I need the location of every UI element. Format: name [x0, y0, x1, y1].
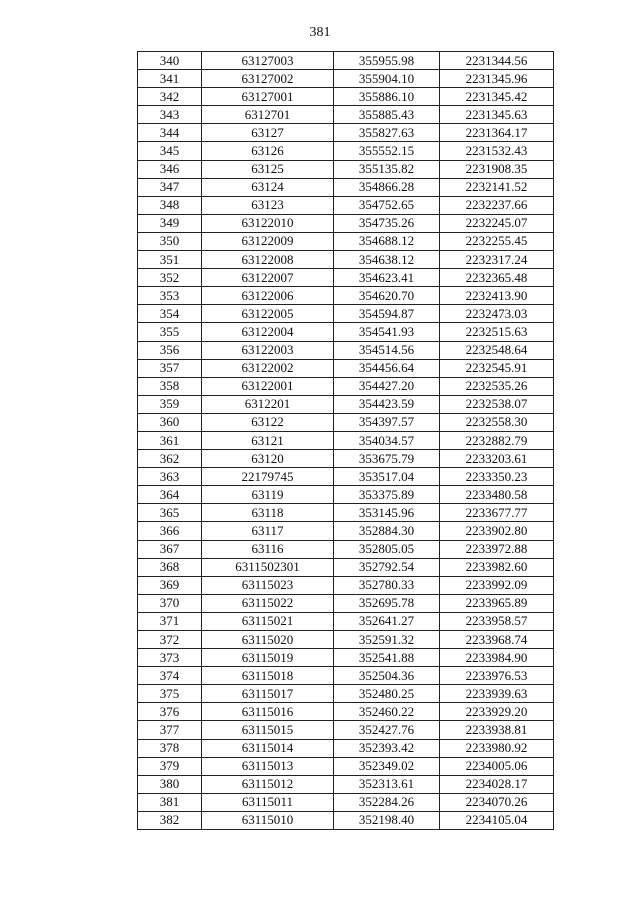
table-row [138, 721, 554, 739]
point-id-cell: 63122004 [202, 323, 334, 341]
table-row [138, 576, 554, 594]
y-coordinate-cell: 2232317.24 [440, 251, 554, 269]
point-id-cell: 63115022 [202, 594, 334, 612]
row-number-cell: 365 [138, 504, 202, 522]
point-id-cell: 63122010 [202, 214, 334, 232]
x-coordinate-cell: 353675.79 [334, 450, 440, 468]
point-id-cell: 63116 [202, 540, 334, 558]
y-coordinate-cell: 2233968.74 [440, 631, 554, 649]
point-id-cell: 63122009 [202, 232, 334, 250]
y-coordinate-cell: 2233203.61 [440, 450, 554, 468]
table-row [138, 757, 554, 775]
row-number-cell: 349 [138, 214, 202, 232]
table-row [138, 124, 554, 142]
row-number-cell: 373 [138, 649, 202, 667]
table-row [138, 685, 554, 703]
x-coordinate-cell: 352198.40 [334, 811, 440, 829]
point-id-cell: 63125 [202, 160, 334, 178]
table-row [138, 775, 554, 793]
point-id-cell: 6312701 [202, 106, 334, 124]
row-number-cell: 362 [138, 450, 202, 468]
x-coordinate-cell: 354638.12 [334, 251, 440, 269]
y-coordinate-cell: 2232365.48 [440, 269, 554, 287]
table-row [138, 504, 554, 522]
table-row [138, 106, 554, 124]
y-coordinate-cell: 2234005.06 [440, 757, 554, 775]
point-id-cell: 63115011 [202, 793, 334, 811]
x-coordinate-cell: 355886.10 [334, 88, 440, 106]
y-coordinate-cell: 2232237.66 [440, 196, 554, 214]
y-coordinate-cell: 2234105.04 [440, 811, 554, 829]
point-id-cell: 63115013 [202, 757, 334, 775]
row-number-cell: 341 [138, 70, 202, 88]
x-coordinate-cell: 352349.02 [334, 757, 440, 775]
x-coordinate-cell: 352695.78 [334, 594, 440, 612]
page-number: 381 [309, 25, 331, 40]
x-coordinate-cell: 355552.15 [334, 142, 440, 160]
x-coordinate-cell: 352591.32 [334, 631, 440, 649]
y-coordinate-cell: 2233350.23 [440, 468, 554, 486]
x-coordinate-cell: 354866.28 [334, 178, 440, 196]
table-row [138, 178, 554, 196]
point-id-cell: 63117 [202, 522, 334, 540]
x-coordinate-cell: 353145.96 [334, 504, 440, 522]
table-row [138, 667, 554, 685]
point-id-cell: 63124 [202, 178, 334, 196]
table-row [138, 811, 554, 829]
point-id-cell: 63115019 [202, 649, 334, 667]
point-id-cell: 63115018 [202, 667, 334, 685]
point-id-cell: 63122008 [202, 251, 334, 269]
y-coordinate-cell: 2233982.60 [440, 558, 554, 576]
y-coordinate-cell: 2231344.56 [440, 52, 554, 70]
table-row [138, 431, 554, 449]
x-coordinate-cell: 354514.56 [334, 341, 440, 359]
row-number-cell: 375 [138, 685, 202, 703]
table-row [138, 703, 554, 721]
x-coordinate-cell: 352427.76 [334, 721, 440, 739]
row-number-cell: 381 [138, 793, 202, 811]
y-coordinate-cell: 2233972.88 [440, 540, 554, 558]
row-number-cell: 355 [138, 323, 202, 341]
x-coordinate-cell: 355955.98 [334, 52, 440, 70]
table-row [138, 540, 554, 558]
row-number-cell: 363 [138, 468, 202, 486]
x-coordinate-cell: 352284.26 [334, 793, 440, 811]
point-id-cell: 63115012 [202, 775, 334, 793]
x-coordinate-cell: 354427.20 [334, 377, 440, 395]
point-id-cell: 63121 [202, 431, 334, 449]
row-number-cell: 344 [138, 124, 202, 142]
x-coordinate-cell: 355827.63 [334, 124, 440, 142]
y-coordinate-cell: 2232538.07 [440, 395, 554, 413]
row-number-cell: 378 [138, 739, 202, 757]
row-number-cell: 370 [138, 594, 202, 612]
y-coordinate-cell: 2231345.96 [440, 70, 554, 88]
row-number-cell: 351 [138, 251, 202, 269]
x-coordinate-cell: 354541.93 [334, 323, 440, 341]
x-coordinate-cell: 352480.25 [334, 685, 440, 703]
y-coordinate-cell: 2232255.45 [440, 232, 554, 250]
table-row [138, 450, 554, 468]
table-row [138, 70, 554, 88]
point-id-cell: 63120 [202, 450, 334, 468]
point-id-cell: 22179745 [202, 468, 334, 486]
x-coordinate-cell: 352541.88 [334, 649, 440, 667]
table-row [138, 214, 554, 232]
y-coordinate-cell: 2232413.90 [440, 287, 554, 305]
table-row [138, 88, 554, 106]
point-id-cell: 63115015 [202, 721, 334, 739]
y-coordinate-cell: 2231345.63 [440, 106, 554, 124]
y-coordinate-cell: 2233976.53 [440, 667, 554, 685]
row-number-cell: 353 [138, 287, 202, 305]
row-number-cell: 380 [138, 775, 202, 793]
y-coordinate-cell: 2233480.58 [440, 486, 554, 504]
x-coordinate-cell: 354423.59 [334, 395, 440, 413]
x-coordinate-cell: 352313.61 [334, 775, 440, 793]
y-coordinate-cell: 2233677.77 [440, 504, 554, 522]
table-row [138, 232, 554, 250]
table-row [138, 269, 554, 287]
x-coordinate-cell: 354594.87 [334, 305, 440, 323]
point-id-cell: 63127002 [202, 70, 334, 88]
x-coordinate-cell: 354688.12 [334, 232, 440, 250]
table-row [138, 522, 554, 540]
y-coordinate-cell: 2233992.09 [440, 576, 554, 594]
y-coordinate-cell: 2232548.64 [440, 341, 554, 359]
row-number-cell: 360 [138, 413, 202, 431]
coordinates-table [137, 51, 554, 830]
x-coordinate-cell: 353517.04 [334, 468, 440, 486]
row-number-cell: 369 [138, 576, 202, 594]
point-id-cell: 63115017 [202, 685, 334, 703]
y-coordinate-cell: 2233939.63 [440, 685, 554, 703]
row-number-cell: 382 [138, 811, 202, 829]
row-number-cell: 379 [138, 757, 202, 775]
y-coordinate-cell: 2233929.20 [440, 703, 554, 721]
table-row [138, 631, 554, 649]
point-id-cell: 63123 [202, 196, 334, 214]
x-coordinate-cell: 352393.42 [334, 739, 440, 757]
x-coordinate-cell: 354397.57 [334, 413, 440, 431]
point-id-cell: 63115021 [202, 612, 334, 630]
x-coordinate-cell: 352641.27 [334, 612, 440, 630]
table-row [138, 359, 554, 377]
x-coordinate-cell: 354623.41 [334, 269, 440, 287]
table-row [138, 594, 554, 612]
x-coordinate-cell: 352504.36 [334, 667, 440, 685]
row-number-cell: 364 [138, 486, 202, 504]
table-row [138, 395, 554, 413]
y-coordinate-cell: 2232882.79 [440, 431, 554, 449]
row-number-cell: 371 [138, 612, 202, 630]
table-row [138, 612, 554, 630]
point-id-cell: 6311502301 [202, 558, 334, 576]
row-number-cell: 348 [138, 196, 202, 214]
point-id-cell: 63115023 [202, 576, 334, 594]
x-coordinate-cell: 352805.05 [334, 540, 440, 558]
point-id-cell: 63127 [202, 124, 334, 142]
point-id-cell: 63119 [202, 486, 334, 504]
row-number-cell: 358 [138, 377, 202, 395]
x-coordinate-cell: 355135.82 [334, 160, 440, 178]
y-coordinate-cell: 2232515.63 [440, 323, 554, 341]
row-number-cell: 354 [138, 305, 202, 323]
row-number-cell: 345 [138, 142, 202, 160]
point-id-cell: 63122006 [202, 287, 334, 305]
y-coordinate-cell: 2232558.30 [440, 413, 554, 431]
point-id-cell: 63122003 [202, 341, 334, 359]
row-number-cell: 356 [138, 341, 202, 359]
row-number-cell: 347 [138, 178, 202, 196]
y-coordinate-cell: 2232245.07 [440, 214, 554, 232]
table-row [138, 52, 554, 70]
table-row [138, 793, 554, 811]
point-id-cell: 63127003 [202, 52, 334, 70]
y-coordinate-cell: 2233980.92 [440, 739, 554, 757]
y-coordinate-cell: 2233902.80 [440, 522, 554, 540]
table-row [138, 377, 554, 395]
y-coordinate-cell: 2234070.26 [440, 793, 554, 811]
table-row [138, 305, 554, 323]
row-number-cell: 377 [138, 721, 202, 739]
x-coordinate-cell: 352884.30 [334, 522, 440, 540]
x-coordinate-cell: 352460.22 [334, 703, 440, 721]
row-number-cell: 368 [138, 558, 202, 576]
row-number-cell: 376 [138, 703, 202, 721]
row-number-cell: 372 [138, 631, 202, 649]
x-coordinate-cell: 354735.26 [334, 214, 440, 232]
row-number-cell: 361 [138, 431, 202, 449]
x-coordinate-cell: 352792.54 [334, 558, 440, 576]
row-number-cell: 357 [138, 359, 202, 377]
y-coordinate-cell: 2233938.81 [440, 721, 554, 739]
table-row [138, 649, 554, 667]
y-coordinate-cell: 2231364.17 [440, 124, 554, 142]
x-coordinate-cell: 355885.43 [334, 106, 440, 124]
point-id-cell: 63115020 [202, 631, 334, 649]
y-coordinate-cell: 2233984.90 [440, 649, 554, 667]
x-coordinate-cell: 352780.33 [334, 576, 440, 594]
y-coordinate-cell: 2231908.35 [440, 160, 554, 178]
point-id-cell: 63122005 [202, 305, 334, 323]
y-coordinate-cell: 2232141.52 [440, 178, 554, 196]
row-number-cell: 342 [138, 88, 202, 106]
y-coordinate-cell: 2232535.26 [440, 377, 554, 395]
table-body [138, 52, 554, 830]
point-id-cell: 63115016 [202, 703, 334, 721]
row-number-cell: 352 [138, 269, 202, 287]
table-row [138, 558, 554, 576]
x-coordinate-cell: 354620.70 [334, 287, 440, 305]
table-row [138, 468, 554, 486]
table-row [138, 323, 554, 341]
row-number-cell: 350 [138, 232, 202, 250]
row-number-cell: 359 [138, 395, 202, 413]
y-coordinate-cell: 2234028.17 [440, 775, 554, 793]
point-id-cell: 63122 [202, 413, 334, 431]
table-row [138, 486, 554, 504]
point-id-cell: 63126 [202, 142, 334, 160]
x-coordinate-cell: 355904.10 [334, 70, 440, 88]
point-id-cell: 6312201 [202, 395, 334, 413]
x-coordinate-cell: 354034.57 [334, 431, 440, 449]
point-id-cell: 63122001 [202, 377, 334, 395]
y-coordinate-cell: 2233958.57 [440, 612, 554, 630]
y-coordinate-cell: 2233965.89 [440, 594, 554, 612]
y-coordinate-cell: 2232545.91 [440, 359, 554, 377]
table-row [138, 287, 554, 305]
x-coordinate-cell: 354752.65 [334, 196, 440, 214]
table-row [138, 341, 554, 359]
x-coordinate-cell: 353375.89 [334, 486, 440, 504]
row-number-cell: 346 [138, 160, 202, 178]
y-coordinate-cell: 2231345.42 [440, 88, 554, 106]
table-row [138, 196, 554, 214]
point-id-cell: 63122002 [202, 359, 334, 377]
row-number-cell: 374 [138, 667, 202, 685]
table-row [138, 413, 554, 431]
row-number-cell: 340 [138, 52, 202, 70]
row-number-cell: 343 [138, 106, 202, 124]
point-id-cell: 63115014 [202, 739, 334, 757]
y-coordinate-cell: 2232473.03 [440, 305, 554, 323]
table-row [138, 251, 554, 269]
point-id-cell: 63115010 [202, 811, 334, 829]
row-number-cell: 366 [138, 522, 202, 540]
row-number-cell: 367 [138, 540, 202, 558]
table-row [138, 160, 554, 178]
table-row [138, 142, 554, 160]
point-id-cell: 63127001 [202, 88, 334, 106]
point-id-cell: 63122007 [202, 269, 334, 287]
point-id-cell: 63118 [202, 504, 334, 522]
y-coordinate-cell: 2231532.43 [440, 142, 554, 160]
table-row [138, 739, 554, 757]
x-coordinate-cell: 354456.64 [334, 359, 440, 377]
